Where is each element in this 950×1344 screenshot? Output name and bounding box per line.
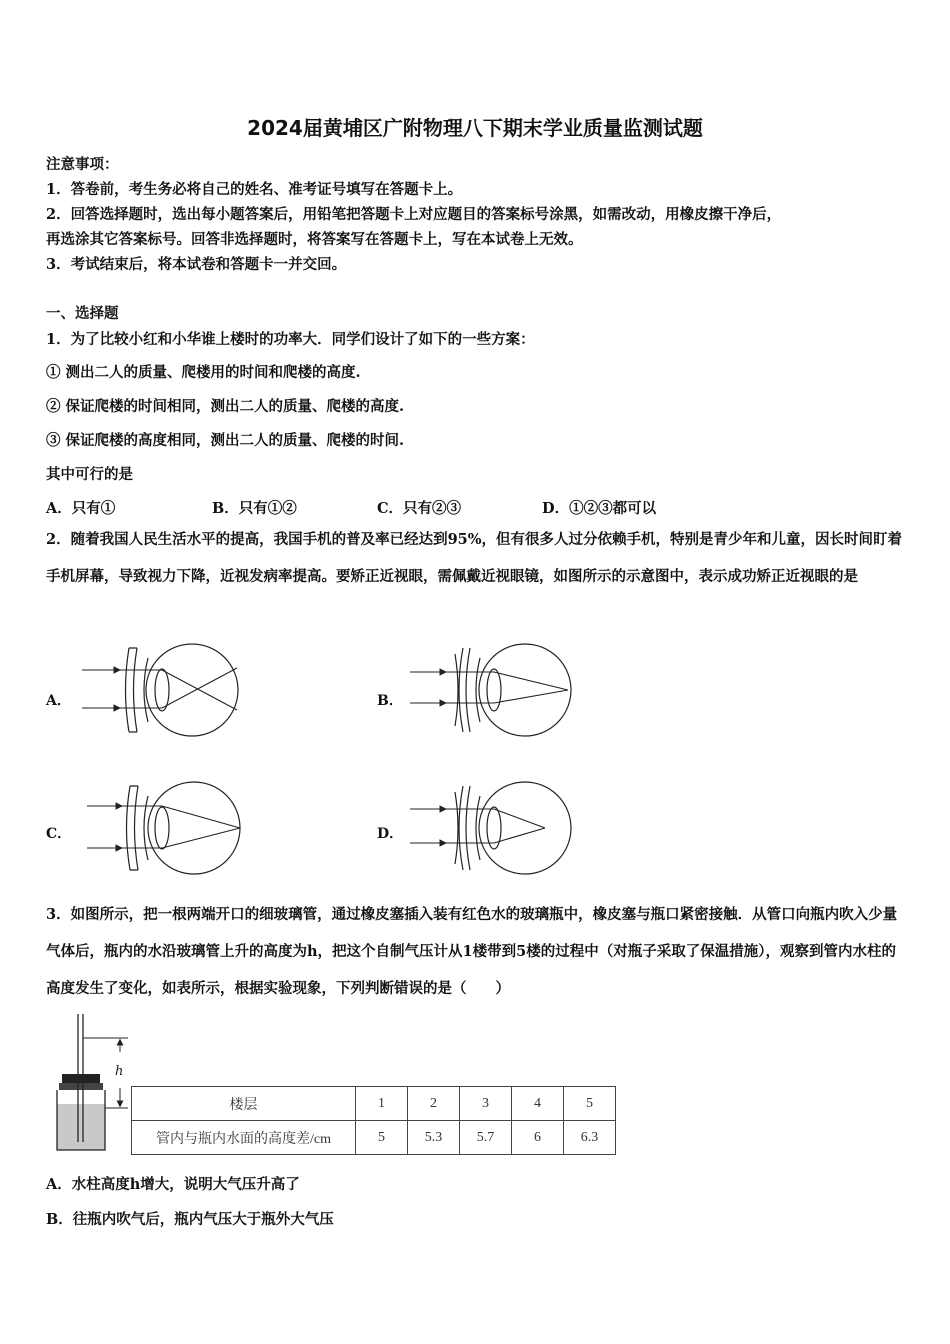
table-header-height: 管内与瓶内水面的高度差/cm bbox=[132, 1121, 356, 1155]
q2-stem: 2．随着我国人民生活水平的提高，我国手机的普及率已经达到95%，但有很多人过分依赖手机，特别是青少年和儿童，因长时间盯着手机屏幕，导致视力下降，近视发病率提高。要矫正近视眼，需佩戴近视眼镜，如图所示的示意图中，表示成功矫正近视眼的是 bbox=[46, 531, 903, 585]
table-cell: 2 bbox=[408, 1087, 460, 1121]
table-cell: 4 bbox=[512, 1087, 564, 1121]
table-cell: 5.3 bbox=[408, 1121, 460, 1155]
eye-diagram-b bbox=[410, 640, 575, 740]
q1-scheme-3: ③ 保证爬楼的高度相同，测出二人的质量、爬楼的时间. bbox=[46, 432, 405, 449]
notice-heading: 注意事项： bbox=[46, 156, 119, 173]
barometer-diagram bbox=[48, 1012, 138, 1157]
notice-item-3: 3．考试结束后，将本试卷和答题卡一并交回。 bbox=[46, 256, 347, 273]
notice-item-2a: 2．回答选择题时，选出每小题答案后，用铅笔把答题卡上对应题目的答案标号涂黑，如需改动，用橡皮擦干净后， bbox=[46, 206, 782, 223]
q1-option-c: C．只有②③ bbox=[377, 500, 462, 517]
q1-option-a: A．只有① bbox=[46, 500, 116, 517]
section-heading: 一、选择题 bbox=[46, 305, 119, 322]
eye-diagram-a bbox=[82, 640, 247, 740]
q2-option-d: D． bbox=[377, 826, 404, 842]
q1-option-b: B．只有①② bbox=[212, 500, 297, 517]
table-cell: 6.3 bbox=[564, 1121, 616, 1155]
table-row bbox=[132, 1087, 616, 1121]
table-header-floor: 楼层 bbox=[132, 1087, 356, 1121]
table-cell: 5 bbox=[356, 1121, 408, 1155]
page-title: 2024届黄埔区广附物理八下期末学业质量监测试题 bbox=[247, 116, 703, 140]
floor-height-table bbox=[131, 1086, 616, 1155]
table-row bbox=[132, 1121, 616, 1155]
q1-option-d: D．①②③都可以 bbox=[542, 500, 657, 517]
q1-stem: 1．为了比较小红和小华谁上楼时的功率大．同学们设计了如下的一些方案： bbox=[46, 331, 535, 348]
notice-item-2b: 再选涂其它答案标号。回答非选择题时，将答案写在答题卡上，写在本试卷上无效。 bbox=[46, 231, 583, 248]
q3-option-b: B．往瓶内吹气后，瓶内气压大于瓶外大气压 bbox=[46, 1211, 334, 1228]
q2-option-a: A． bbox=[46, 693, 71, 709]
table-cell: 3 bbox=[460, 1087, 512, 1121]
eye-diagram-c bbox=[82, 778, 247, 878]
table-cell: 6 bbox=[512, 1121, 564, 1155]
h-label: h bbox=[115, 1064, 124, 1079]
eye-diagram-d bbox=[410, 778, 575, 878]
q3-option-a: A．水柱高度h增大，说明大气压升高了 bbox=[46, 1176, 300, 1193]
q1-scheme-2: ② 保证爬楼的时间相同，测出二人的质量、爬楼的高度. bbox=[46, 398, 405, 415]
table-cell: 5 bbox=[564, 1087, 616, 1121]
notice-item-1: 1．答卷前，考生务必将自己的姓名、准考证号填写在答题卡上。 bbox=[46, 181, 463, 198]
table-cell: 5.7 bbox=[460, 1121, 512, 1155]
q1-scheme-1: ① 测出二人的质量、爬楼用的时间和爬楼的高度. bbox=[46, 364, 361, 381]
q2-option-c: C． bbox=[46, 826, 72, 842]
q3-stem: 3．如图所示，把一根两端开口的细玻璃管，通过橡皮塞插入装有红色水的玻璃瓶中，橡皮塞与瓶口紧密接触．从管口向瓶内吹入少量气体后，瓶内的水沿玻璃管上升的高度为h，把这个自制气压计从1楼带到5楼的过程中（对瓶子采取了保温措施），观察到管内水柱的高度发生了变化，如表所示，根据实验现象，下列判断错误的是（ ） bbox=[46, 906, 898, 997]
q1-ask: 其中可行的是 bbox=[46, 466, 133, 483]
q2-option-b: B． bbox=[377, 693, 403, 709]
table-cell: 1 bbox=[356, 1087, 408, 1121]
